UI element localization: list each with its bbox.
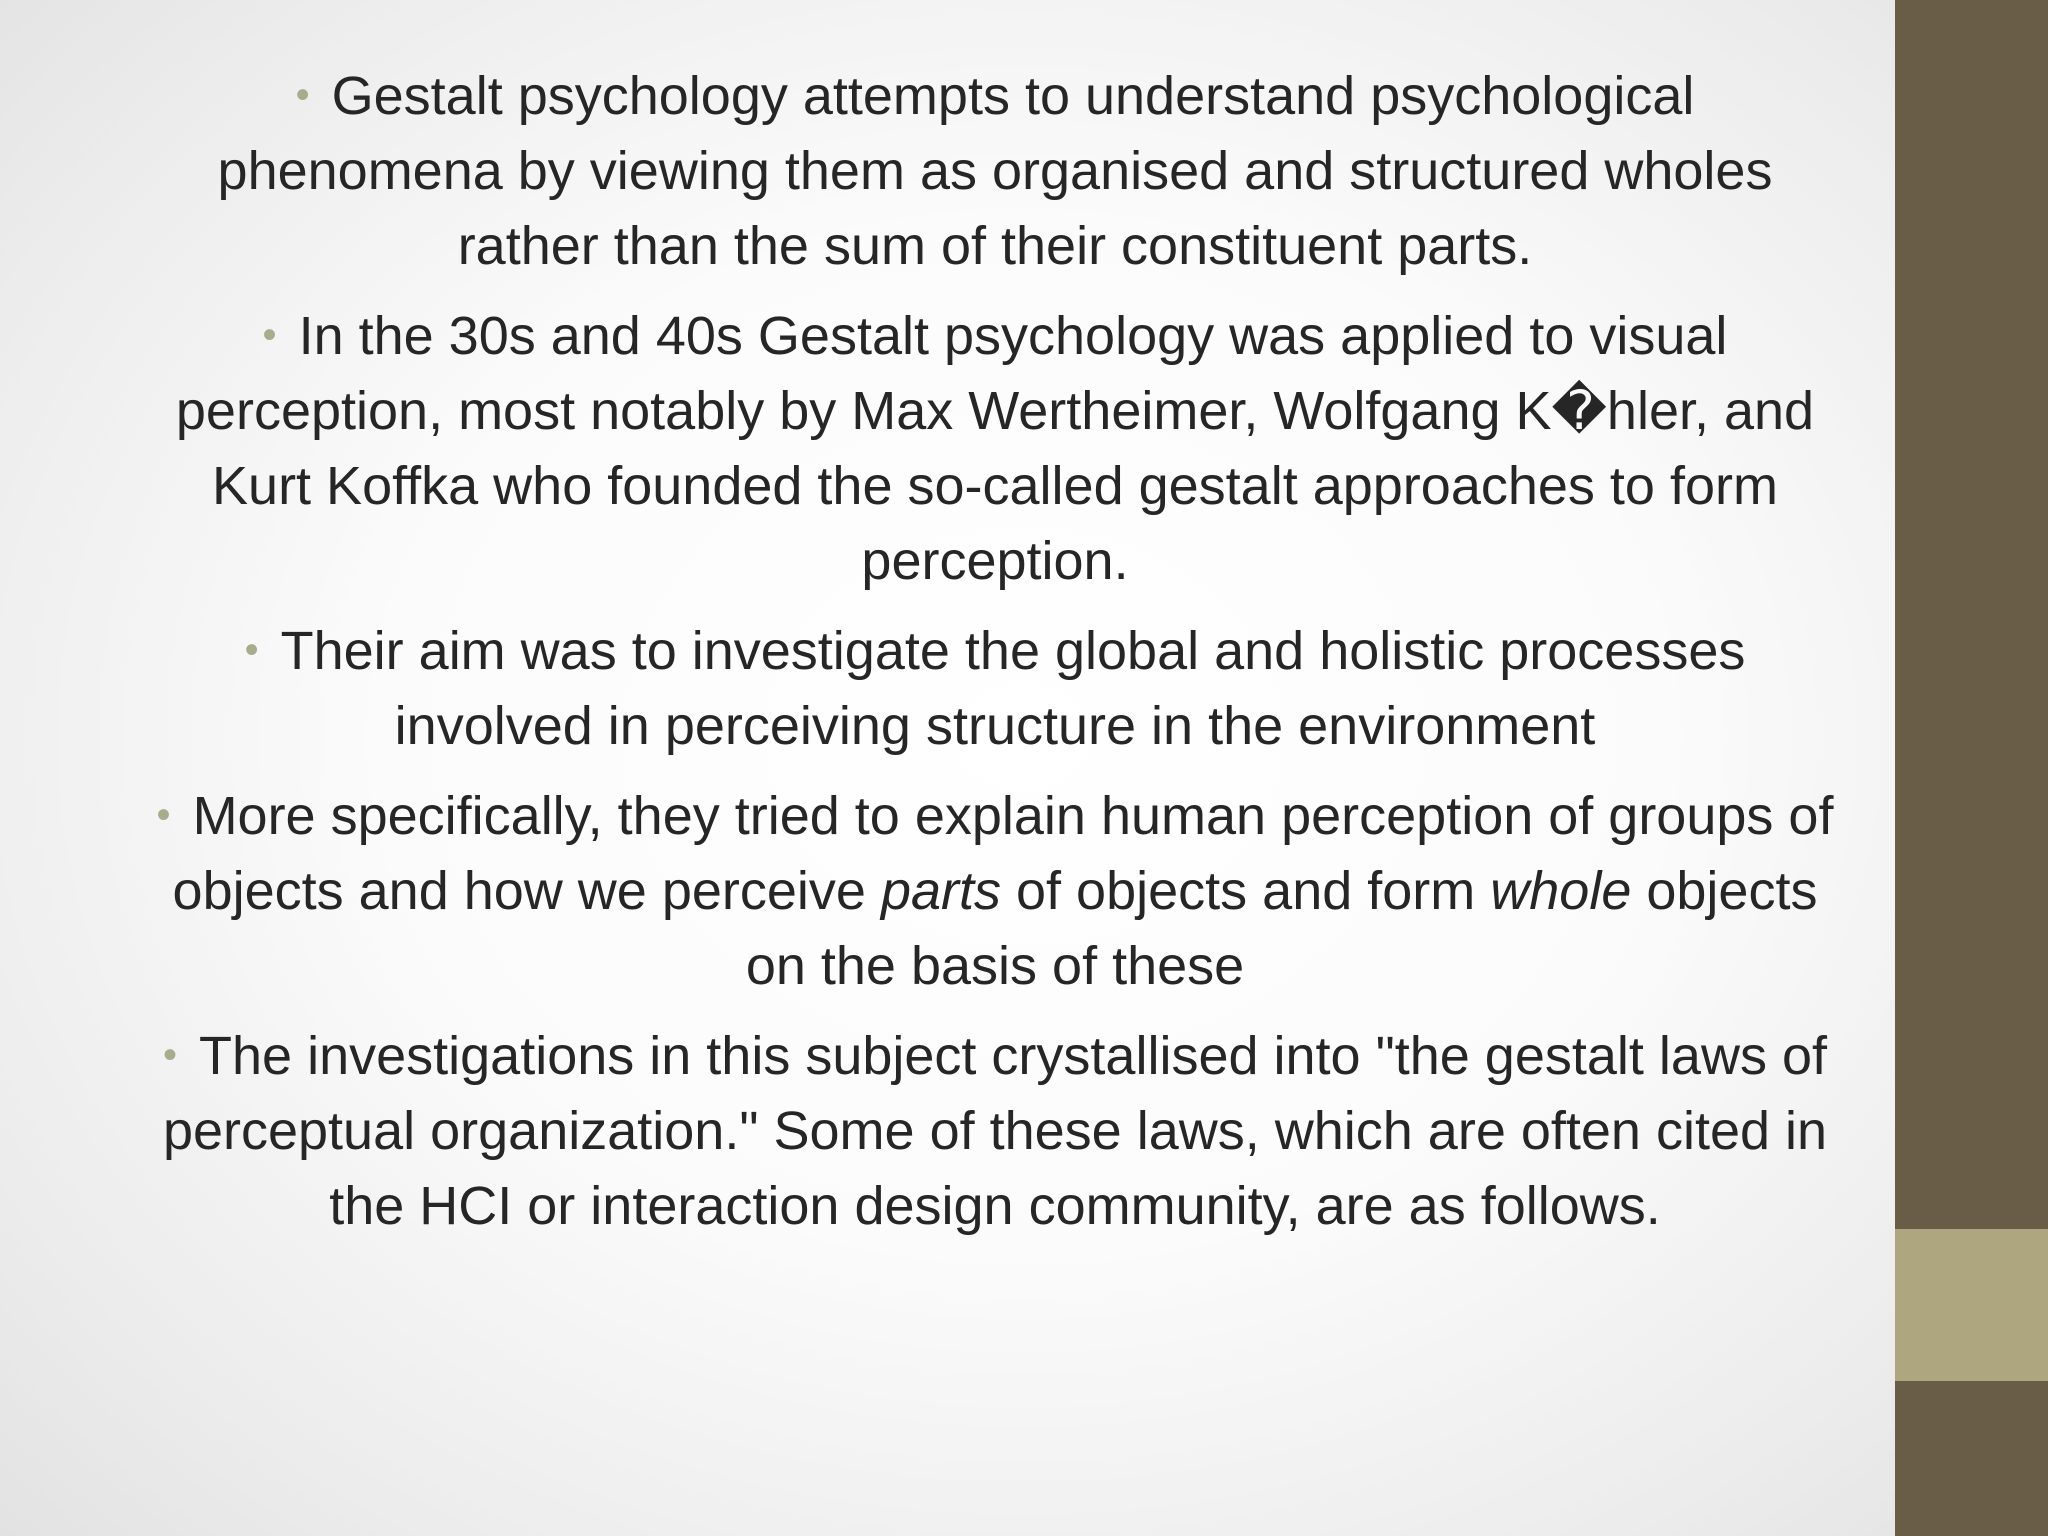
bullet-text-part-3: objects on the basis of these [745, 861, 1818, 996]
bullet-icon: • [244, 628, 259, 672]
bullet-text-part-2: of objects and form [1001, 861, 1491, 921]
side-bar-accent [1895, 1229, 2048, 1381]
bullet-text: Gestalt psychology attempts to understand psychological phenomena by viewing them as organised and structured wholes rather than the sum of their constituent parts. [217, 66, 1773, 276]
bullet-text: The investigations in this subject crystallised into "the gestalt laws of perceptual organization." Some of these laws, which are often cited in the HCI or interaction design community, are as follows. [162, 1026, 1828, 1236]
bullet-icon: • [262, 313, 277, 357]
bullet-text: Their aim was to investigate the global and holistic processes involved in perceiving structure in the environment [280, 621, 1746, 756]
bullet-item-specifics [150, 778, 1840, 1004]
bullet-icon: • [163, 1033, 178, 1077]
bullet-text-part-1: More specifically, they tried to explain human perception of groups of objects and how we perceive [172, 786, 1834, 921]
bullet-text: In the 30s and 40s Gestalt psychology was applied to visual perception, most notably by Max Wertheimer, Wolfgang K�hler, and Kurt Koffka who founded the so-called gestalt approaches to form perception. [175, 306, 1815, 591]
slide-content [150, 58, 1840, 1458]
bullet-item-aim [150, 613, 1840, 764]
bullet-icon: • [156, 793, 171, 837]
bullet-italic-whole: whole [1490, 861, 1632, 921]
bullet-icon: • [295, 73, 310, 117]
bullet-list [150, 58, 1840, 1244]
bullet-item-gestalt-laws [150, 1018, 1840, 1244]
bullet-italic-parts: parts [880, 861, 1002, 921]
bullet-item-gestalt-definition [150, 58, 1840, 284]
bullet-item-history [150, 298, 1840, 599]
